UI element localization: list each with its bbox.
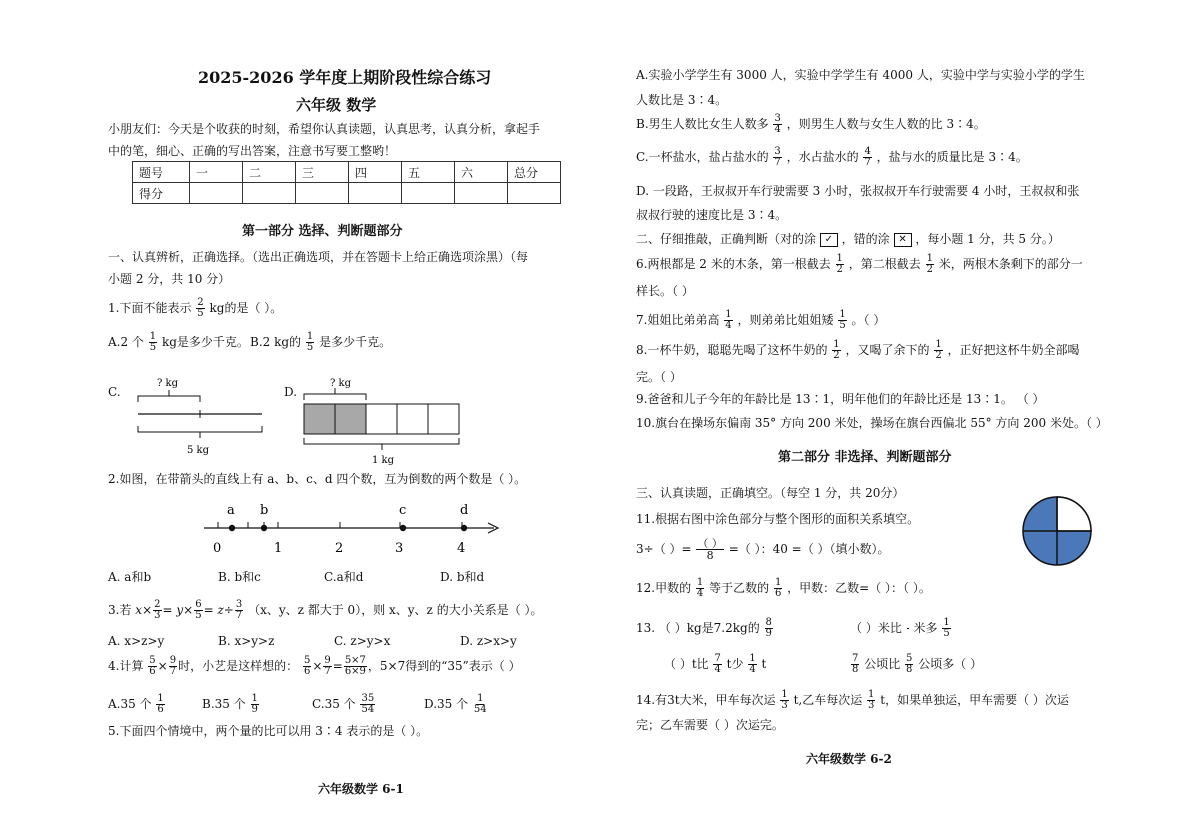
question-12: 12.甲数的 $\frac{1}{4}$ 等于乙数的 $\frac{1}{6}$ ，甲数：乙数=（ ）：（ ）。 [636,577,931,599]
q1-option-d: D. [284,385,298,399]
score-cell: 六 [455,162,508,183]
score-cell [455,183,508,204]
fraction: $\frac{1}{3}$ [868,689,875,711]
q2-option-b: B. b和c [218,570,261,584]
question-8: 8.一杯牛奶，聪聪先喝了这杯牛奶的 $\frac{1}{2}$ ，又喝了余下的 $\frac{1}{2}$ ，正好把这杯牛奶全部喝 [636,339,1080,361]
score-cell: 一 [190,162,243,183]
fraction: $\frac{7}{8}$ [852,653,859,675]
q5-option-a-line-2: 人数比是 3∶4。 [636,93,728,107]
q5-option-d-line-1: D. 一段路，王叔叔开车行驶需要 3 小时，张叔叔开车行驶需要 4 小时，王叔叔和张 [636,184,1080,198]
score-cell [508,183,561,204]
fraction: $\frac{1}{9}$ [251,693,258,715]
score-cell: 总分 [508,162,561,183]
fraction: $\frac{1}{5}$ [306,331,314,353]
fraction: $\frac{3}{4}$ [774,113,781,135]
fraction: $\frac{1}{4}$ [749,653,756,675]
fraction [907,628,909,629]
q2-option-c: C.a和d [324,570,364,584]
fraction: $\frac{9}{7}$ [324,655,331,677]
point-label-c: c [399,503,407,518]
question-4: 4.计算 $\frac{5}{6}$ × $\frac{9}{7}$ 时，小艺是这样想的： $\frac{5}{6}$ × $\frac{9}{7}$ = $\frac{5\times 7}{6\times 9}$ ，5×7得到的“35”表示（ ） [108,655,521,677]
point-a [229,525,235,531]
q5-option-b: B.男生人数比女生人数多 $\frac{3}{4}$ ，则男生人数与女生人数的比 3∶4。 [636,113,986,135]
q3-option-b: B. x>y>z [218,634,275,648]
question-8-line-2: 完。（ ） [636,370,682,384]
fraction: $\frac{5}{6}$ [149,655,156,677]
q3-option-a: A. x>z>y [108,634,165,648]
question-7: 7.姐姐比弟弟高 $\frac{1}{4}$ ，则弟弟比姐姐矮 $\frac{1}{5}$ 。（ ） [636,309,886,331]
fraction: $\frac{8}{9}$ [765,617,772,639]
shaded-circle-figure [1020,494,1094,568]
question-13-part-1: 13. （ ）kg是7.2kg的 $\frac{8}{9}$ [636,617,772,639]
score-cell [349,183,402,204]
fraction: $\frac{5\times 7}{6\times 9}$ [344,655,366,677]
question-13-part-4: $\frac{7}{8}$ 公顷比 $\frac{5}{8}$ 公顷多（ ） [852,653,983,675]
q5-option-c: C.一杯盐水，盐占盐水的 $\frac{3}{7}$ ，水占盐水的 $\frac{4}{7}$ ，盐与水的质量比是 3∶4。 [636,146,1028,168]
question-6-line-2: 样长。（ ） [636,284,694,298]
score-cell: 二 [243,162,296,183]
q4-option-c: C.35 个 $\frac{35}{54}$ [312,693,375,715]
diagram-c-bottom-label: 5 kg [187,445,210,456]
diagram-d-top-label: ? kg [330,378,352,389]
score-table-score-row [133,183,561,204]
fraction: $\frac{3}{7}$ [774,146,781,168]
q5-option-d-line-2: 叔叔行驶的速度比是 3∶4。 [636,208,788,222]
fraction: $\frac{7}{4}$ [714,653,721,675]
intro-line-1: 小朋友们：今天是个收获的时刻，希望你认真读题，认真思考，认真分析，拿起手 [108,122,541,136]
fraction: $\frac{1}{5}$ [943,617,950,639]
fraction: $\frac{4}{7}$ [864,146,871,168]
tick-label: 4 [457,541,466,556]
checkmark-box-icon: ✓ [820,233,838,247]
fraction: $\frac{5}{8}$ [906,653,913,675]
fraction: $\frac{1}{6}$ [157,693,164,715]
question-13-part-3: （ ）t比 $\frac{7}{4}$ t少 $\frac{1}{4}$ t [664,653,767,675]
question-3: 3.若 x× $\frac{2}{3}$ = y× $\frac{6}{5}$ = z÷ $\frac{3}{7}$ （x、y、z 都大于 0），则 x、y、z 的大小关系是（ ）。 [108,599,543,621]
part1-title: 第一部分 选择、判断题部分 [242,224,403,239]
footer-right: 六年级数学 6-2 [806,752,892,766]
q2-option-a: A. a和b [108,570,152,584]
fraction: $\frac{1}{2}$ [935,339,942,361]
fraction: $\frac{1}{2}$ [926,253,933,275]
fraction: $\frac{2}{5}$ [197,297,204,319]
question-6: 6.两根都是 2 米的木条，第一根截去 $\frac{1}{2}$ ，第二根截去 $\frac{1}{2}$ 米，两根木条剩下的部分一 [636,253,1083,275]
score-cell: 三 [296,162,349,183]
point-d [461,525,467,531]
q3-option-c: C. z>y>x [334,634,391,648]
diagram-c [130,372,270,460]
q1-option-b: B.2 kg的 $\frac{1}{5}$ 是多少千克。 [250,331,392,353]
tick-label: 0 [213,541,222,556]
diagram-d-bottom-label: 1 kg [372,455,395,466]
diagram-d [298,372,464,470]
fraction: $\frac{9}{7}$ [169,655,177,677]
score-cell [190,183,243,204]
score-cell: 题号 [133,162,190,183]
section3-title: 三、认真读题，正确填空。（每空 1 分，共 20分） [636,486,905,500]
fraction: $\frac{2}{3}$ [154,599,161,621]
score-cell [296,183,349,204]
fraction: $\frac{1}{4}$ [725,309,732,331]
page-title: 2025-2026 学年度上期阶段性综合练习 [198,68,492,87]
score-cell: 五 [402,162,455,183]
question-2: 2.如图，在带箭头的直线上有 a、b、c、d 四个数，互为倒数的两个数是（ ）。 [108,472,527,486]
question-11: 11.根据右图中涂色部分与整个图形的面积关系填空。 [636,512,920,526]
fraction: $\frac{1}{2}$ [836,253,843,275]
fraction: $\frac{35}{54}$ [361,693,375,715]
score-cell [243,183,296,204]
score-table [132,161,561,204]
part2-title: 第二部分 非选择、判断题部分 [778,450,952,465]
section1-line-1: 一、认真辨析，正确选择。（选出正确选项，并在答题卡上给正确选项涂黑）（每 [108,250,529,264]
question-13-part-2: （ ）米比 米多 $\frac{1}{5}$ [850,617,950,639]
section2-title: 二、仔细推敲，正确判断（对的涂 ✓ ，错的涂 ✕ ，每小题 1 分，共 5 分。） [636,232,1060,246]
fraction: $\frac{( )}{8}$ [697,537,723,562]
fraction: $\frac{5}{6}$ [303,655,311,677]
point-c [400,525,406,531]
fraction: $\frac{1}{5}$ [839,309,846,331]
question-1: 1.下面不能表示 $\frac{2}{5}$ kg的是（ ）。 [108,297,283,319]
cross-box-icon: ✕ [894,233,912,247]
footer-left: 六年级数学 6-1 [318,782,404,796]
q5-option-a-line-1: A.实验小学学生有 3000 人，实验中学学生有 4000 人，实验中学与实验小学的学生 [636,68,1085,82]
fraction: $\frac{1}{3}$ [781,689,788,711]
tick-label: 2 [335,541,344,556]
fraction: $\frac{3}{7}$ [235,599,243,621]
score-cell: 四 [349,162,402,183]
q4-option-d: D.35 个 $\frac{1}{54}$ [424,693,487,715]
score-cell [402,183,455,204]
q4-option-a: A.35 个 $\frac{1}{6}$ [108,693,164,715]
number-line [196,496,506,558]
point-label-b: b [260,503,269,518]
fraction: $\frac{1}{2}$ [833,339,840,361]
fraction: $\frac{6}{5}$ [195,599,202,621]
score-cell: 得分 [133,183,190,204]
fraction: $\frac{1}{54}$ [473,693,487,715]
fraction: $\frac{1}{5}$ [149,331,157,353]
question-14: 14.有3t大米，甲车每次运 $\frac{1}{3}$ t,乙车每次运 $\frac{1}{3}$ t，如果单独运，甲车需要（ ）次运 [636,689,1069,711]
question-11-equation: 3÷（ ）= $\frac{( )}{8}$ =（ ）：40 =（ ）（填小数）。 [636,537,890,562]
point-b [261,525,267,531]
fraction: $\frac{1}{4}$ [696,577,704,599]
question-9: 9.爸爸和儿子今年的年龄比是 13∶1，明年他们的年龄比还是 13∶1。 （ ） [636,392,1045,406]
section1-line-2: 小题 2 分，共 10 分） [108,272,231,286]
question-10: 10.旗台在操场东偏南 35° 方向 200 米处，操场在旗台西偏北 55° 方向 200 米处。（ ） [636,416,1108,430]
q1-option-c: C. [108,385,121,399]
q2-option-d: D. b和d [440,570,485,584]
point-label-a: a [227,503,235,518]
question-14-line-2: 完；乙车需要（ ）次运完。 [636,718,784,732]
fraction: $\frac{1}{6}$ [774,577,782,599]
q1-option-a: A.2 个 $\frac{1}{5}$ kg是多少千克。 [108,331,249,353]
q4-option-b: B.35 个 $\frac{1}{9}$ [202,693,258,715]
score-table-header-row [133,162,561,183]
intro-line-2: 中的笔，细心、正确的写出答案，注意书写要工整哟！ [108,144,397,158]
q3-option-d: D. z>x>y [460,634,517,648]
tick-label: 3 [395,541,404,556]
tick-label: 1 [274,541,283,556]
point-label-d: d [460,503,469,518]
question-5: 5.下面四个情境中，两个量的比可以用 3∶4 表示的是（ ）。 [108,724,429,738]
diagram-c-top-label: ? kg [157,378,179,389]
page-subtitle: 六年级 数学 [296,96,377,114]
